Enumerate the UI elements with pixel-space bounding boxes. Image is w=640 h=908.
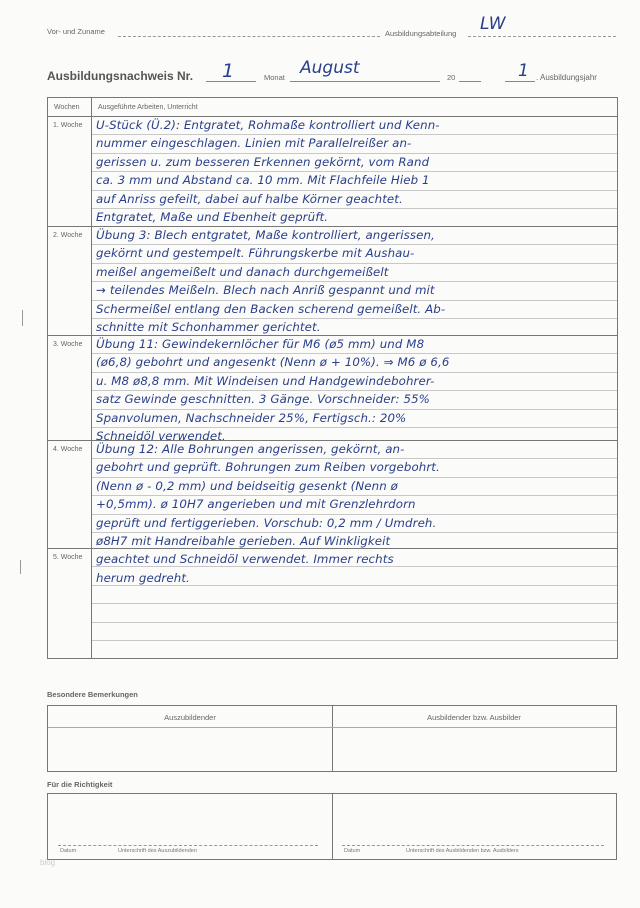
header-separator bbox=[48, 116, 617, 117]
training-year-line bbox=[505, 81, 535, 82]
name-line bbox=[118, 36, 380, 37]
remarks-rule bbox=[48, 727, 616, 728]
correctness-divider bbox=[332, 794, 333, 859]
handwritten-line: U-Stück (Ü.2): Entgratet, Rohmaße kontrolliert und Kenn- bbox=[96, 118, 440, 132]
year-prefix: 20 bbox=[447, 73, 456, 82]
remarks-trainer-label: Ausbildender bzw. Ausbilder bbox=[427, 713, 521, 722]
watermark: blog bbox=[40, 858, 56, 867]
ruled-line bbox=[92, 622, 617, 623]
dept-line bbox=[468, 36, 616, 37]
ruled-line bbox=[92, 134, 617, 135]
handwritten-line: gerissen u. zum besseren Erkennen gekörnt, vom Rand bbox=[96, 155, 430, 169]
handwritten-line: Übung 11: Gewindekernlöcher für M6 (ø5 mm) und M8 bbox=[96, 337, 425, 351]
handwritten-line: ø8H7 mit Handreibahle gerieben. Auf Winkligkeit bbox=[96, 534, 391, 548]
handwritten-line: satz Gewinde geschnitten. 3 Gänge. Vorschneider: 55% bbox=[96, 392, 430, 406]
handwritten-line: geachtet und Schneidöl verwendet. Immer rechts bbox=[96, 552, 394, 566]
month-label: Monat bbox=[264, 73, 285, 82]
handwritten-line: auf Anriss gefeilt, dabei auf halbe Körner geachtet. bbox=[96, 192, 403, 206]
ruled-line bbox=[92, 244, 617, 245]
year-line bbox=[459, 81, 481, 82]
ruled-line bbox=[92, 390, 617, 391]
training-year-value: 1 bbox=[518, 61, 529, 81]
ruled-line bbox=[92, 603, 617, 604]
training-year-label: . Ausbildungsjahr bbox=[536, 73, 597, 82]
handwritten-line: Übung 12: Alle Bohrungen angerissen, gekörnt, an- bbox=[96, 442, 405, 456]
week-label: 5. Woche bbox=[53, 554, 83, 561]
month-line bbox=[290, 81, 440, 82]
handwritten-line: geprüft und fertiggerieben. Vorschub: 0,2 mm / Umdreh. bbox=[96, 516, 437, 530]
ruled-line bbox=[92, 495, 617, 496]
page-title: Ausbildungsnachweis Nr. bbox=[47, 69, 194, 83]
ruled-line bbox=[92, 263, 617, 264]
signature-line-trainer bbox=[342, 845, 604, 846]
handwritten-line: (ø6,8) gebohrt und angesenkt (Nenn ø + 10%). ⇒ M6 ø 6,6 bbox=[96, 355, 450, 369]
remarks-box bbox=[47, 705, 617, 772]
ruled-line bbox=[92, 585, 617, 586]
signature-line-trainee bbox=[58, 845, 318, 846]
number-value: 1 bbox=[222, 60, 235, 82]
dept-value: LW bbox=[480, 14, 506, 34]
signature-label-trainer: Unterschrift des Ausbildenden bzw. Ausbilders bbox=[406, 848, 519, 854]
week-label: 3. Woche bbox=[53, 341, 83, 348]
ruled-line bbox=[92, 318, 617, 319]
handwritten-line: Entgratet, Maße und Ebenheit geprüft. bbox=[96, 210, 329, 224]
handwritten-line: Schermeißel entlang den Backen scherend gemeißelt. Ab- bbox=[96, 302, 446, 316]
ruled-line bbox=[92, 409, 617, 410]
ruled-line bbox=[92, 281, 617, 282]
ruled-line bbox=[92, 566, 617, 567]
handwritten-line: meißel angemeißelt und danach durchgemeißelt bbox=[96, 265, 389, 279]
handwritten-line: Übung 3: Blech entgratet, Maße kontrolliert, angerissen, bbox=[96, 228, 435, 242]
report-table bbox=[47, 97, 618, 659]
signature-label-trainee: Unterschrift des Auszubildenden bbox=[118, 848, 197, 854]
ruled-line bbox=[92, 458, 617, 459]
punch-mark bbox=[22, 310, 31, 326]
handwritten-line: schnitte mit Schonhammer gerichtet. bbox=[96, 320, 321, 334]
col-header-work: Ausgeführte Arbeiten, Unterricht bbox=[98, 104, 198, 111]
handwritten-line: (Nenn ø - 0,2 mm) und beidseitig gesenkt (Nenn ø bbox=[96, 479, 398, 493]
handwritten-line: gebohrt und geprüft. Bohrungen zum Reiben vorgebohrt. bbox=[96, 460, 440, 474]
correctness-box bbox=[47, 793, 617, 860]
ruled-line bbox=[92, 372, 617, 373]
week-label: 1. Woche bbox=[53, 122, 83, 129]
col-header-weeks: Wochen bbox=[54, 104, 80, 111]
correctness-title: Für die Richtigkeit bbox=[47, 780, 113, 789]
week-separator bbox=[48, 226, 617, 227]
ruled-line bbox=[92, 353, 617, 354]
ruled-line bbox=[92, 153, 617, 154]
handwritten-line: Spanvolumen, Nachschneider 25%, Fertigsch.: 20% bbox=[96, 411, 407, 425]
remarks-title: Besondere Bemerkungen bbox=[47, 690, 138, 699]
ruled-line bbox=[92, 427, 617, 428]
punch-mark bbox=[20, 560, 29, 574]
date-label-trainee: Datum bbox=[60, 848, 77, 854]
handwritten-line: → teilendes Meißeln. Blech nach Anriß gespannt und mit bbox=[96, 283, 435, 297]
week-label: 2. Woche bbox=[53, 232, 83, 239]
ruled-line bbox=[92, 190, 617, 191]
remarks-trainee-label: Auszubildender bbox=[164, 713, 216, 722]
dept-label: Ausbildungsabteilung bbox=[385, 29, 457, 38]
ruled-line bbox=[92, 640, 617, 641]
handwritten-line: ca. 3 mm und Abstand ca. 10 mm. Mit Flachfeile Hieb 1 bbox=[96, 173, 430, 187]
handwritten-line: herum gedreht. bbox=[96, 571, 190, 585]
ruled-line bbox=[92, 171, 617, 172]
week-separator bbox=[48, 335, 617, 336]
date-label-trainer: Datum bbox=[344, 848, 361, 854]
week-separator bbox=[48, 440, 617, 441]
week-separator bbox=[48, 548, 617, 549]
ruled-line bbox=[92, 532, 617, 533]
name-label: Vor- und Zuname bbox=[47, 27, 105, 36]
week-label: 4. Woche bbox=[53, 446, 83, 453]
ruled-line bbox=[92, 300, 617, 301]
handwritten-line: +0,5mm). ø 10H7 angerieben und mit Grenzlehrdorn bbox=[96, 497, 416, 511]
ruled-line bbox=[92, 208, 617, 209]
month-value: August bbox=[300, 58, 360, 78]
column-divider bbox=[91, 98, 92, 658]
handwritten-line: u. M8 ø8,8 mm. Mit Windeisen und Handgewindebohrer- bbox=[96, 374, 435, 388]
handwritten-line: Schneidöl verwendet. bbox=[96, 429, 226, 443]
handwritten-line: nummer eingeschlagen. Linien mit Parallelreißer an- bbox=[96, 136, 412, 150]
ruled-line bbox=[92, 514, 617, 515]
handwritten-line: gekörnt und gestempelt. Führungskerbe mit Aushau- bbox=[96, 246, 415, 260]
ruled-line bbox=[92, 477, 617, 478]
